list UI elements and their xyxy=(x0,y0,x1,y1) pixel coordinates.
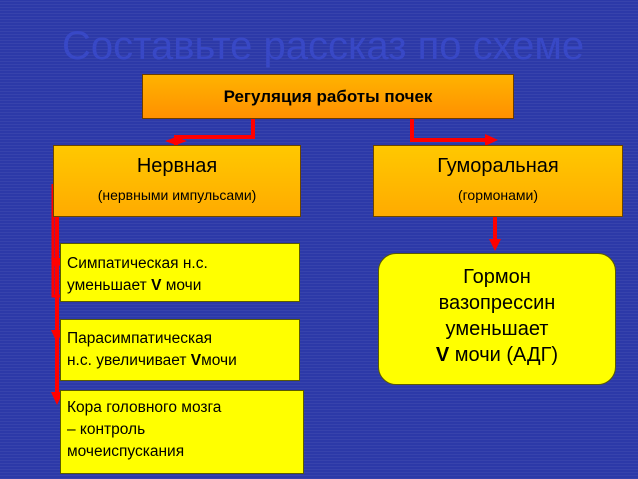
hormone-volume-symbol: V xyxy=(435,344,450,366)
nervous-subtitle: (нервными импульсами) xyxy=(97,187,257,203)
hormone-line4 xyxy=(379,342,615,368)
parasympathetic-volume-symbol: V xyxy=(190,352,202,369)
hormone-line3: уменьшает xyxy=(445,318,549,340)
sympathetic-line2 xyxy=(67,275,299,297)
sympathetic-box xyxy=(60,243,300,302)
connector-root-left xyxy=(176,119,253,145)
hormone-line1: Гормон xyxy=(463,266,531,288)
humoral-regulation-box xyxy=(373,145,623,217)
cortex-line2: – контроль xyxy=(67,421,146,438)
parasympathetic-line1: Парасимпатическая xyxy=(67,330,213,347)
cortex-line1: Кора головного мозга xyxy=(67,399,222,416)
arrow-to-hormone xyxy=(489,239,501,251)
cortex-line3: мочеиспускания xyxy=(67,443,185,460)
sympathetic-line2-post: мочи xyxy=(161,277,202,294)
sympathetic-volume-symbol: V xyxy=(151,277,162,294)
humoral-subtitle: (гормонами) xyxy=(457,187,539,203)
sympathetic-line2-pre: уменьшает xyxy=(67,277,152,294)
nervous-title: Нервная xyxy=(136,155,218,177)
parasympathetic-line2 xyxy=(67,350,299,372)
root-box xyxy=(142,74,514,119)
parasympathetic-line2-post: мочи xyxy=(201,352,237,369)
nervous-regulation-box xyxy=(53,145,301,217)
hormone-line2: вазопрессин xyxy=(438,292,556,314)
hormone-box xyxy=(378,253,616,385)
parasympathetic-line2-pre: н.с. увеличивает xyxy=(67,352,191,369)
parasympathetic-box xyxy=(60,319,300,381)
slide-title: Составьте рассказ по схеме xyxy=(62,24,585,68)
cortex-box xyxy=(60,390,304,474)
sympathetic-line1: Симпатическая н.с. xyxy=(67,255,208,272)
root-label: Регуляция работы почек xyxy=(223,86,433,106)
humoral-title: Гуморальная xyxy=(437,155,559,177)
connector-root-right xyxy=(412,119,492,140)
hormone-line4-post: мочи (АДГ) xyxy=(449,344,559,366)
